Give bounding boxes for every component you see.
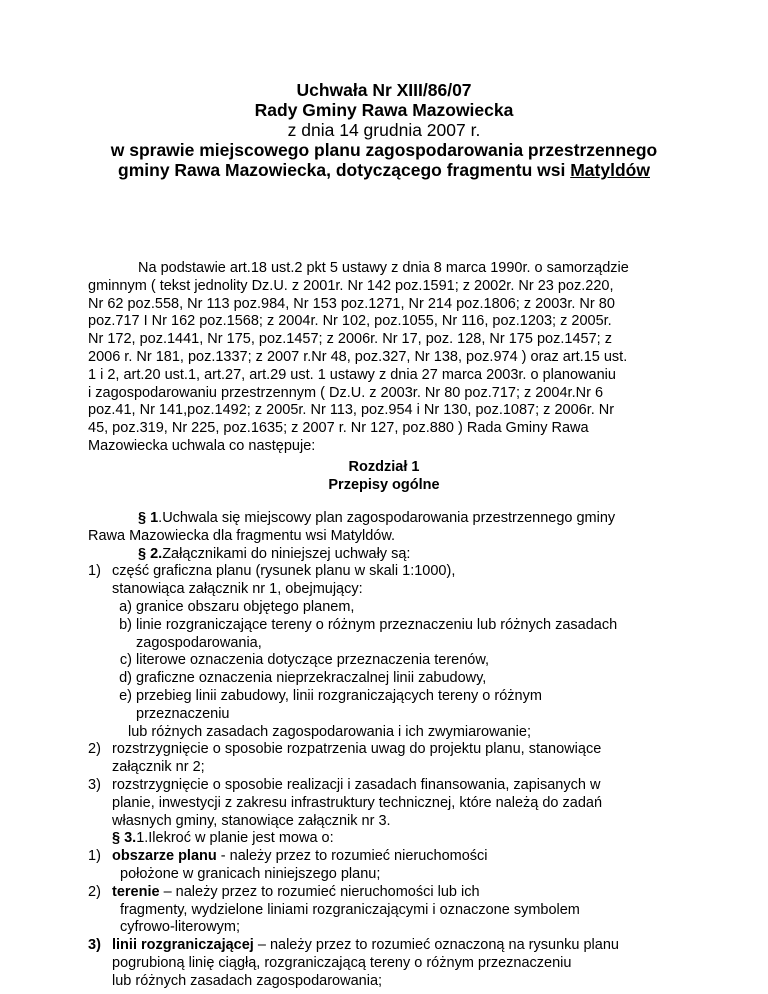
section-1: § 1.Uchwala się miejscowy plan zagospodarowania przestrzennego gminy <box>138 510 616 526</box>
chapter-subtitle: Przepisy ogólne <box>328 477 440 493</box>
list-item: 1) część graficzna planu (rysunek planu w skali 1:1000), <box>88 563 456 580</box>
section-3: § 3.1.Ilekroć w planie jest mowa o: <box>112 830 334 847</box>
sub-item: c) literowe oznaczenia dotyczące przeznaczenia terenów, <box>119 652 490 669</box>
definition-item: 3) linii rozgraniczającej – należy przez to rozumieć oznaczoną na rysunku planu <box>88 937 619 954</box>
chapter-heading <box>0 458 768 494</box>
sub-item: b) linie rozgraniczające tereny o różnym przeznaczeniu lub różnych zasadach <box>119 616 618 633</box>
definition-item: 2) terenie – należy przez to rozumieć nieruchomości lub ich <box>88 883 480 900</box>
chapter-title: Rozdział 1 <box>348 459 420 475</box>
resolution-date: z dnia 14 grudnia 2007 r. <box>287 120 481 140</box>
resolution-header <box>0 80 768 180</box>
sub-item: e) przebieg linii zabudowy, linii rozgraniczających tereny o różnym <box>119 687 542 704</box>
sub-item: d) graficzne oznaczenia nieprzekraczalnej linii zabudowy, <box>119 670 487 687</box>
list-item: 3) rozstrzygnięcie o sposobie realizacji i zasadach finansowania, zapisanych w <box>88 776 601 793</box>
resolution-subject-line2: gminy Rawa Mazowiecka, dotyczącego fragmentu wsi Matyldów <box>118 160 650 180</box>
section-2: § 2.Załącznikami do niniejszej uchwały są: <box>138 545 411 562</box>
sub-item: a) granice obszaru objętego planem, <box>119 598 355 615</box>
place-name: Matyldów <box>570 160 650 180</box>
list-item: 2) rozstrzygnięcie o sposobie rozpatrzenia uwag do projektu planu, stanowiące <box>88 741 602 758</box>
resolution-subject-line1: w sprawie miejscowego planu zagospodarowania przestrzennego <box>110 140 658 160</box>
document-body: § 1.Uchwala się miejscowy plan zagospodarowania przestrzennego gminy Rawa Mazowiecka dla fragmentu wsi Matyldów. § 2.Załącznikami do niniejszej uchwały są: 1) część graficzna planu (rysunek planu w skali 1:1000), stanowiąca załącznik nr 1, obejmujący: a) granice obszaru objętego planem, b) linie rozgraniczające tereny o różnym przeznaczeniu lub różnych zasadach zagospodarowania, c) literowe oznaczenia dotyczące przeznaczenia terenów, d) graficzne oznaczenia nieprzekraczalnej linii zabudowy, e) przebieg linii zabudowy, linii rozgraniczających tereny o różnym przeznaczeniu lub różnych zasadach zagospodarowania i ich zwymiarowanie; 2) rozstrzygnięcie o sposobie rozpatrzenia uwag do projektu planu, stanowiące załącznik nr 2; 3) rozstrzygnięcie o sposobie realizacji i zasadach finansowania, zapisanych w planie, inwestycji z zakresu infrastruktury technicznej, które należą do zadań własnych gminy, stanowiące załącznik nr 3. § 3.1.Ilekroć w planie jest mowa o: 1) obszarze planu - należy przez to rozumieć nieruchomości położone w granicach niniejszego planu; 2) terenie – należy przez to rozumieć nieruchomości lub ich fragmenty, wydzielone liniami rozgraniczającymi i oznaczone symbolem cyfrowo-literowym; 3) linii rozgraniczającej – należy przez to rozumieć oznaczoną na rysunku planu pogrubioną linię ciągłą, rozgraniczającą tereny o różnym przeznaczeniu lub różnych zasadach zagospodarowania; <box>88 510 698 991</box>
legal-basis-paragraph: Na podstawie art.18 ust.2 pkt 5 ustawy z dnia 8 marca 1990r. o samorządzie gminnym ( tekst jednolity Dz.U. z 2001r. Nr 142 poz.1591; z 2002r. Nr 23 poz.220, Nr 62 poz.558, Nr 113 poz.984, Nr 153 poz.1271, Nr 214 poz.1806; z 2003r. Nr 80 poz.717 I Nr 162 poz.1568; z 2004r. Nr 102, poz.1055, Nr 116, poz.1203; z 2005r. Nr 172, poz.1441, Nr 175, poz.1457; z 2006r. Nr 17, poz. 128, Nr 175 poz.1457; z 2006 r. Nr 181, poz.1337; z 2007 r.Nr 48, poz.327, Nr 138, poz.974 ) oraz art.15 ust. 1 i 2, art.20 ust.1, art.27, art.29 ust. 1 ustawy z dnia 27 marca 2003r. o planowaniu i zagospodarowaniu przestrzennym ( Dz.U. z 2003r. Nr 80 poz.717; z 2004r.Nr 6 poz.41, Nr 141,poz.1492; z 2005r. Nr 113, poz.954 i Nr 130, poz.1087; z 2006r. Nr 45, poz.319, Nr 225, poz.1635; z 2007 r. Nr 127, poz.880 ) Rada Gminy Rawa Mazowiecka uchwala co następuje: <box>88 260 629 454</box>
resolution-number: Uchwała Nr XIII/86/07 <box>296 80 472 100</box>
council-name: Rady Gminy Rawa Mazowiecka <box>254 100 514 120</box>
definition-item: 1) obszarze planu - należy przez to rozumieć nieruchomości <box>88 848 488 865</box>
